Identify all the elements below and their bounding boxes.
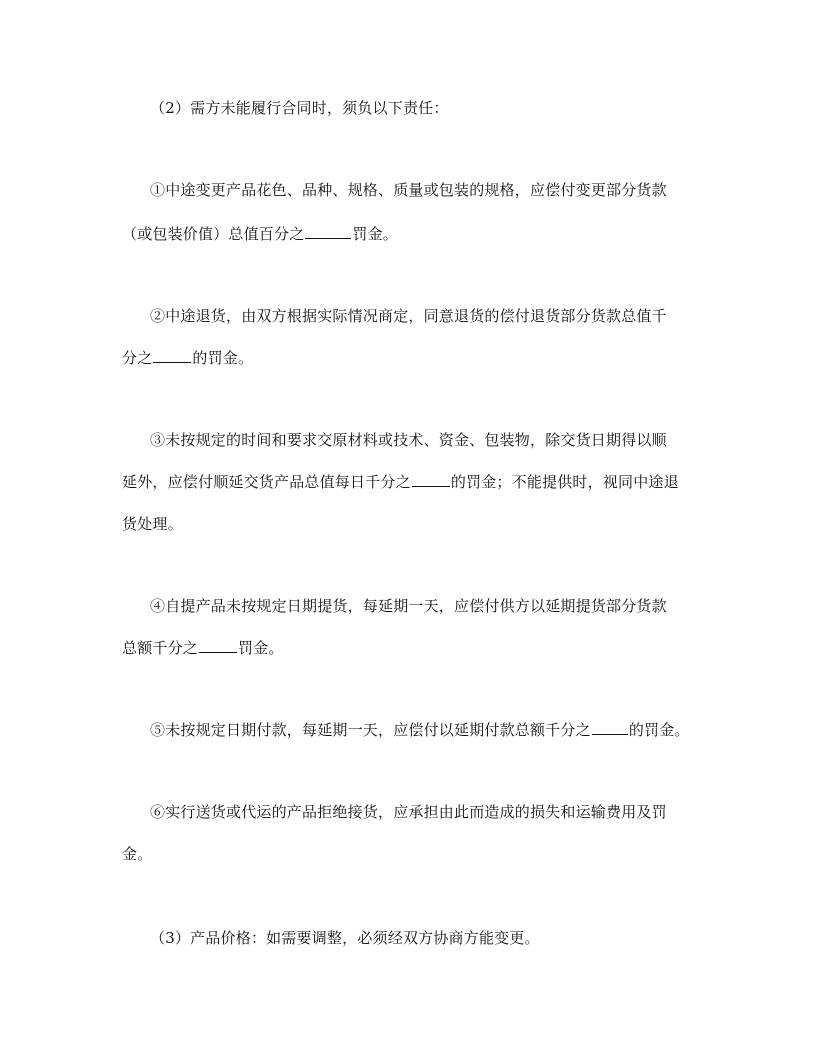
clause-5-text-before-blank: ⑤未按规定日期付款，每延期一天，应偿付以延期付款总额千分之 xyxy=(150,721,591,739)
clause-4-line-2 xyxy=(122,638,702,658)
clause-3-line-1: ③未按规定的时间和要求交原材料或技术、资金、包装物，除交货日期得以顺 xyxy=(150,431,667,449)
clause-4-text-after-blank: 罚金。 xyxy=(238,639,284,657)
clause-2-line-2 xyxy=(122,348,702,368)
clause-3-line-3: 货处理。 xyxy=(122,515,183,533)
clause-2-text-before-blank: 分之 xyxy=(122,349,153,367)
section-3-heading: （3）产品价格：如需要调整，必须经双方协商方能变更。 xyxy=(150,929,540,947)
clause-4-line-1: ④自提产品未按规定日期提货，每延期一天，应偿付供方以延期提货部分货款 xyxy=(150,597,667,615)
clause-5-text-after-blank: 的罚金。 xyxy=(628,721,690,739)
clause-4-text-before-blank: 总额千分之 xyxy=(122,639,199,657)
clause-3-text-before-blank: 延外，应偿付顺延交货产品总值每日千分之 xyxy=(122,473,411,491)
clause-2-line-1: ②中途退货，由双方根据实际情况商定，同意退货的偿付退货部分货款总值千 xyxy=(150,307,667,325)
fill-in-blank[interactable] xyxy=(153,348,191,363)
clause-6-line-2: 金。 xyxy=(122,845,153,863)
clause-6-line-1: ⑥实行送货或代运的产品拒绝接货，应承担由此而造成的损失和运输费用及罚 xyxy=(150,803,667,821)
clause-2-text-after-blank: 的罚金。 xyxy=(192,349,254,367)
clause-1-text-before-blank: （或包装价值）总值百分之 xyxy=(122,225,305,243)
fill-in-blank[interactable] xyxy=(305,224,351,239)
section-2-heading: （2）需方未能履行合同时，须负以下责任： xyxy=(150,99,449,117)
clause-1-line-1: ①中途变更产品花色、品种、规格、质量或包装的规格，应偿付变更部分货款 xyxy=(150,181,667,199)
fill-in-blank[interactable] xyxy=(592,720,628,735)
clause-1-text-after-blank: 罚金。 xyxy=(352,225,399,243)
clause-5-line-1 xyxy=(122,720,730,740)
clause-1-line-2 xyxy=(122,224,702,244)
clause-3-line-2 xyxy=(122,472,702,492)
fill-in-blank[interactable] xyxy=(412,472,450,487)
fill-in-blank[interactable] xyxy=(199,638,237,653)
clause-3-text-after-blank: 的罚金；不能提供时，视同中途退 xyxy=(450,473,679,491)
